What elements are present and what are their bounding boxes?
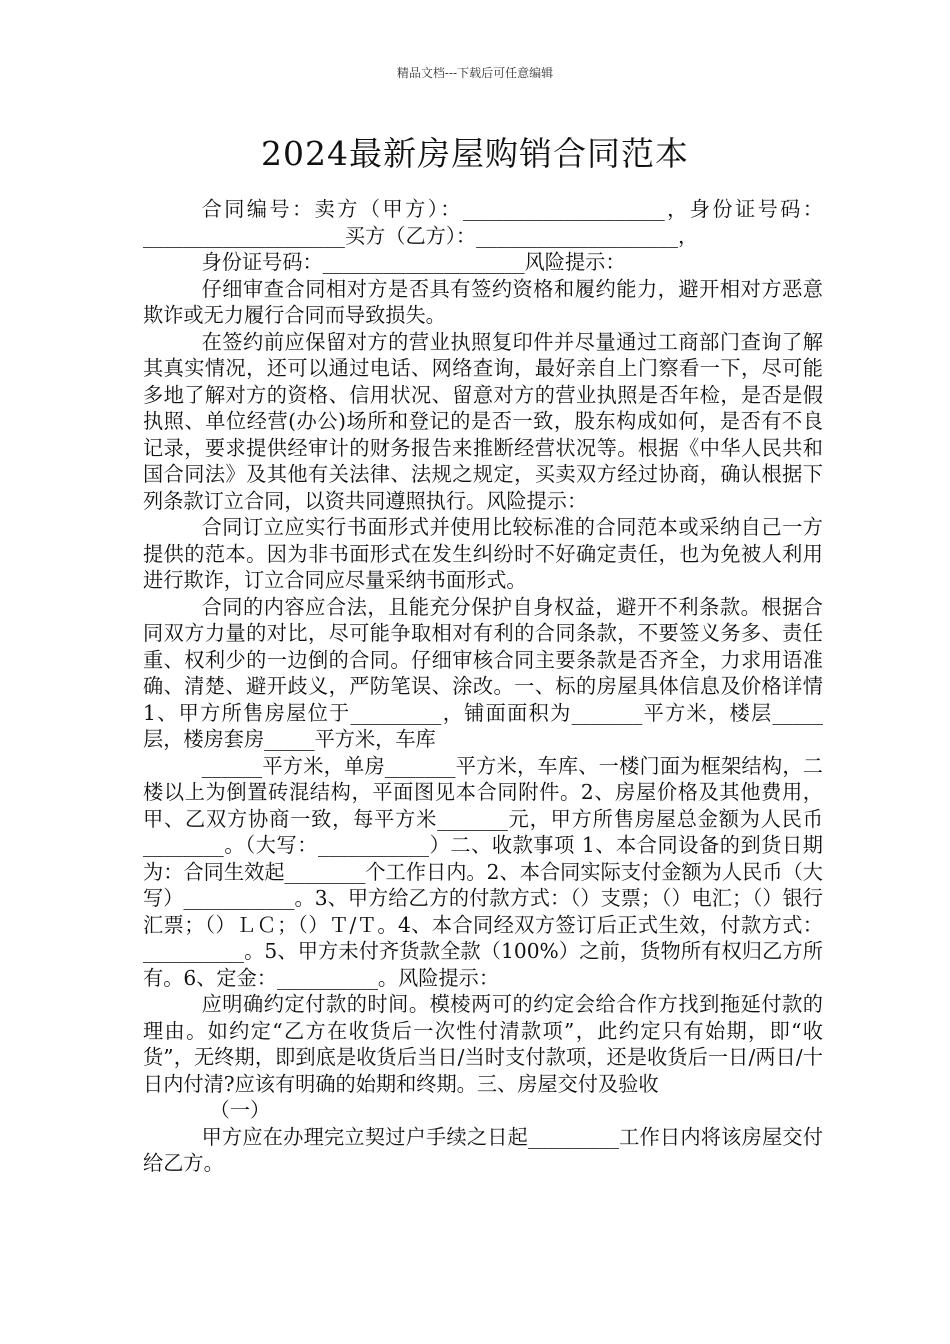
contract-parties-paragraph: 合同编号：卖方（甲方）：____________________，身份证号码：____________________买方（乙方）：____________________，: [143, 197, 823, 248]
risk-tip-paragraph: 仔细审查合同相对方是否具有签约资格和履约能力，避开相对方恶意欺诈或无力履行合同而导致损失。: [143, 276, 823, 327]
contract-content-paragraph: 合同的内容应合法，且能充分保护自身权益，避开不利条款。根据合同双方力量的对比，尽可能争取相对有利的合同条款，不要签义务多、责任重、权利少的一边倒的合同。仔细审核合同主要条款是否齐全，力求用语准确、清楚、避开歧义，严防笔误、涂改。一、标的房屋具体信息及价格详情 1、甲方所售房屋位于_________，铺面面积为_______平方米，楼层_____层，楼房套房_____平方米，车库: [143, 594, 823, 751]
section-number: （一）: [209, 1098, 271, 1122]
contract-body: [143, 196, 823, 1177]
buyer-id-paragraph: 身份证号码：____________________风险提示：: [201, 250, 626, 274]
delivery-paragraph: 甲方应在办理完立契过户手续之日起_________工作日内将该房屋交付给乙方。: [143, 1124, 823, 1175]
page-title: 2024最新房屋购销合同范本: [261, 134, 689, 173]
written-form-paragraph: 合同订立应实行书面形式并使用比较标准的合同范本或采纳自己一方提供的范本。因为非书面形式在发生纠纷时不好确定责任，也为免被人利用进行欺诈，订立合同应尽量采纳书面形式。: [143, 515, 823, 592]
verification-paragraph: 在签约前应保留对方的营业执照复印件并尽量通过工商部门查询了解其真实情况，还可以通过电话、网络查询，最好亲自上门察看一下，尽可能多地了解对方的资格、信用状况、留意对方的营业执照是否年检，是否是假执照、单位经营(办公)场所和登记的是否一致，股东构成如何，是否有不良记录，要求提供经审计的财务报告来推断经营状况等。根据《中华人民共和国合同法》及其他有关法律、法规之规定，买卖双方经过协商，确认根据下列条款订立合同，以资共同遵照执行。风险提示：: [143, 329, 823, 513]
header-note: 精品文档---下载后可任意编辑: [396, 66, 554, 80]
price-payment-paragraph: ______平方米，单房_______平方米，车库、一楼门面为框架结构，二楼以上为倒置砖混结构，平面图见本合同附件。2、房屋价格及其他费用，甲、乙双方协商一致，每平方米_______元，甲方所售房屋总金额为人民币________。（大写：___________）二、收款事项 1、本合同设备的到货日期为：合同生效起________个工作日内。2、本合同实际支付金额为人民币（大写）___________。3、甲方给乙方的付款方式：（）支票；（）电汇；（）银行汇票；（）ＬＣ；（）Ｔ/Ｔ。4、本合同经双方签订后正式生效，付款方式：__________。5、甲方未付齐货款全款（100%）之前，货物所有权归乙方所有。6、定金：__________。风险提示：: [143, 753, 823, 990]
payment-time-paragraph: 应明确约定付款的时间。模棱两可的约定会给合作方找到拖延付款的理由。如约定“乙方在收货后一次性付清款项”，此约定只有始期，即“收货”，无终期，即到底是收货后当日/当时支付款项，还是收货后一日/两日/十日内付清?应该有明确的始期和终期。三、房屋交付及验收: [143, 992, 823, 1096]
